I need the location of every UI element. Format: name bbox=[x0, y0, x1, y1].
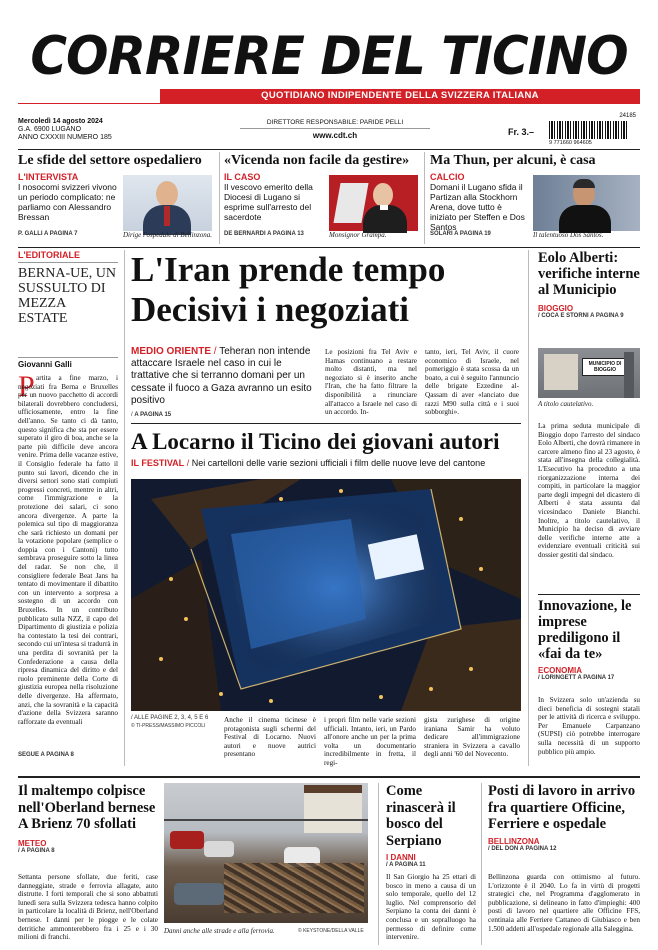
bottom-story-serpiano[interactable]: Come rinascerà il bosco del Serpiano I DANNI / A PAGINA 11 Il San Giorgio ha 25 ettari di bosco in meno a causa di un solo temporale, quello del 12 luglio. Nel comprensorio del Serpiano la conta dei danni è conclusa e un sopralluogo ha permesso di definire come intervenire. bbox=[386, 783, 476, 942]
teaser-caption: Dirige l'ospedale di Bellinzona. bbox=[123, 231, 212, 239]
editorial-text: artita a fine marzo, i negoziati fra Berna e Bruxelles per un nuovo pacchetto di accordi bilaterali dovrebbero concludersi, ufficiosamente, entro la fine dell'anno. Se tanto ci dà tanto, questo significa che sta per essere superato il giro di boa, anche se la parte più difficile deve ancora venire. Prima delle vacanze estive, il Consiglio federale ha fatto il punto sui lavori, dicendo che in diversi settori sono stati compiuti progressi concreti, mentre in altri, come l'immigrazione e la protezione dei salari, ci sono ancora divergenze. A parte la polemica sul tipo di maggioranza che sarà richiesto un domani per la votazione popolare (semplice o doppia con i Cantoni) tutto sembrava proseguire sotto la linea del radar. Se non che, il consigliere federale Beat Jans ha tentato di movimentare il dibattito con un intervento a sorpresa a sostegno di un accordo con Bruxelles. In un contributo pubblicato sulla NZZ, il capo del Dipartimento di giustizia e polizia ha contestato la tesi dei contrari, secondo cui un'intesa si tradurrà in una perdita di sovranità per la Confederazione a causa della ripresa dinamica del diritto e del ruolo preminente della Corte di giustizia europea nella risoluzione delle divergenze. Ha affermato, anzi, che la sovranità e la capacità d'azione della Svizzera saranno rafforzate da eventuali bbox=[18, 374, 118, 726]
locarno-kicker: IL FESTIVAL bbox=[131, 458, 185, 468]
bottom-title: Posti di lavoro in arrivo fra quartiere Officine, Ferriere e ospedale bbox=[488, 783, 636, 832]
sidebar-text: In Svizzera solo un'azienda su dieci beneficia di sostegni statali per le attività di ricerca e sviluppo. Per Emanuele Carpanzano (SUPSI) ciò potrebbe interrogare sulla necessità di un supporto pubblico più ampio. bbox=[538, 696, 640, 756]
issue-date: Mercoledì 14 agosto 2024 bbox=[18, 118, 103, 125]
locarno-col3: gista zurighese di origine iraniana Samir ha voluto dedicare all'immigrazione straniera in Svizzera a cavallo degli anni '60 del Novecento. bbox=[424, 716, 520, 759]
teaser-text: Domani il Lugano sfida il Partizan alla Stockhorn Arena, dove tutto è iniziato per Steffen e Dos Santos bbox=[430, 182, 525, 232]
sidebar-story-bioggio[interactable]: Eolo Alberti: verifiche interne al Municipio BIOGGIO / COCA E STORNI A PAGINA 9 MUNICIPIO DI BIOGGIO A titolo cautelativo. La prima seduta municipale di Bioggio dopo l'arresto del sindaco Eolo Alberti, che dovrà rimanere in carcere almeno fino al 23 agosto, è stata all'insegna della collegialità. L'Esecutivo ha proceduto a una riorganizzazione interna dei compiti, in particolare la maggior parte degli impegni del dicastero di Alberti è stata assunta dal vicesindaco Daniele Bianchi. Inoltre, a titolo cautelativo, il Municipio ha deciso di avviare delle verifiche interne atte a evidenziare eventuali criticità sui dossier gestiti dal sindaco. bbox=[538, 250, 640, 590]
sidebar-title: Innovazione, le imprese prediligono il «fai da te» bbox=[538, 598, 632, 662]
bottom-credit: © KEYSTONE/DELLA VALLE bbox=[298, 928, 364, 934]
bottom-ref: A PAGINA 11 bbox=[389, 862, 426, 868]
sidebar-title: Eolo Alberti: verifiche interne al Municipio bbox=[538, 250, 640, 298]
barcode bbox=[543, 113, 638, 147]
sidebar-ref: LORINGETT A PAGINA 17 bbox=[541, 675, 615, 681]
teaser-kicker: CALCIO bbox=[430, 172, 465, 182]
teaser-title: Le sfide del settore ospedaliero bbox=[18, 153, 202, 168]
portrait-grampa bbox=[329, 175, 418, 231]
lead-col1: Le posizioni fra Tel Aviv e Hamas continuano a restare molto distanti, ma nel negoziato si è inserito anche l'Iran, che ha fatto filtrare la disponibilità a rinunciare all'attacco a Israele nel caso di un accordo. In- bbox=[325, 348, 417, 417]
issue-place: G.A. 6900 LUGANO bbox=[18, 126, 82, 133]
website-link[interactable]: www.cdt.ch bbox=[312, 131, 358, 140]
portrait-bressan bbox=[123, 175, 212, 231]
lead-kicker: MEDIO ORIENTE bbox=[131, 346, 212, 357]
sidebar-ref: COCA E STORNI A PAGINA 9 bbox=[541, 313, 624, 319]
teaser-ref: SOLARI A PAGINA 19 bbox=[430, 231, 491, 237]
sidebar-caption: A titolo cautelativo. bbox=[538, 400, 594, 408]
teaser-caption: Monsignor Grampa. bbox=[329, 231, 387, 239]
locarno-ref: ALLE PAGINE 2, 3, 4, 5 E 6 bbox=[134, 715, 209, 721]
bottom-ref: A PAGINA 8 bbox=[21, 847, 55, 854]
teaser-kicker: IL CASO bbox=[224, 172, 261, 182]
bottom-text: Bellinzona guarda con ottimismo al futuro. L'orizzonte è il 2040. Lo fa in virtù di progetti strategici che, nel Programma d'agglomerato in pubblicazione, si delineano in fatto d'impieghi: 400 posti di lavoro nel quartiere alle Officine FFS, centinaia alle Ferriere Cattaneo di Giubiasco e ben 1.500 addetti all'ospedale regionale alla Saleggina. bbox=[488, 873, 640, 933]
teaser-kicker: L'INTERVISTA bbox=[18, 172, 79, 182]
masthead-title: CORRIERE DEL TICINO bbox=[30, 25, 628, 87]
director-line: DIRETTORE RESPONSABILE: PARIDE PELLI bbox=[266, 119, 404, 126]
bottom-kicker: BELLINZONA bbox=[488, 836, 540, 846]
teaser-text: I nosocomi svizzeri vivono un periodo complicato: ne parliamo con Alessandro Bressan bbox=[18, 182, 117, 222]
teaser-caption: Il talentuoso Dos Santos. bbox=[533, 231, 604, 239]
locarno-headline: A Locarno il Ticino dei giovani autori bbox=[131, 429, 500, 454]
teaser-ref: P. GALLI A PAGINA 7 bbox=[18, 231, 78, 237]
bottom-text: Il San Giorgio ha 25 ettari di bosco in meno a causa di un solo temporale, quello del 12 luglio. Nel comprensorio del Serpiano la conta dei danni è conclusa e un sopralluogo ha permesso di definire come intervenire. bbox=[386, 873, 476, 942]
editorial[interactable] bbox=[18, 250, 118, 768]
editorial-dropcap: P bbox=[18, 370, 35, 403]
lead-ref: A PAGINA 15 bbox=[134, 412, 172, 419]
teaser-title: Ma Thun, per alcuni, è casa bbox=[430, 153, 596, 168]
lead-story[interactable]: L'Iran prende tempo Decisivi i negoziati MEDIO ORIENTE / Teheran non intende attaccare Israele nel caso in cui le trattative che si terranno domani per un cessate il fuoco a Gaza avranno un esito positivo / A PAGINA 15 Le posizioni fra Tel Aviv e Hamas continuano a restare molto distanti, ma nel negoziato si è inserito anche l'Iran, che ha fatto filtrare la disponibilità a rinunciare all'attacco a Israele nel caso di un accordo. In- tanto, ieri, Tel Aviv, il cuore economico di Israele, nel pomeriggio è stata scossa da un boato, a cui è seguito l'annuncio delle brigate Ezzedine al-Qassam di aver «lanciato due razzi M90 sulla città e i suoi sobborghi». bbox=[131, 250, 519, 419]
piazza-grande-photo bbox=[131, 479, 521, 711]
locarno-col2: i propri film nelle varie sezioni ufficiali. Intanto, ieri, un Pardo all'onore anche un per la prima volta un documentario incredibilmente in fretta, il regi- bbox=[324, 716, 416, 767]
issue-number: ANNO CXXXIII NUMERO 185 bbox=[18, 134, 112, 141]
barcode-top-number: 24185 bbox=[619, 113, 636, 119]
locarno-deck: Nei cartelloni delle varie sezioni ufficiali i film delle nuove leve del cantone bbox=[191, 458, 486, 468]
editorial-label: L'EDITORIALE bbox=[18, 250, 80, 260]
lead-headline-2: Decisivi i negoziati bbox=[131, 290, 410, 329]
editorial-author: Giovanni Galli bbox=[18, 360, 72, 369]
locarno-col1: Anche il cinema ticinese è protagonista sugli schermi del Festival di Locarno. Nuovi autori e nuove autrici presentano bbox=[224, 716, 316, 759]
barcode-number: 9 771660 964605 bbox=[549, 140, 592, 146]
teaser-1[interactable] bbox=[18, 152, 214, 246]
sidebar-kicker: ECONOMIA bbox=[538, 666, 582, 675]
lead-headline-1: L'Iran prende tempo bbox=[131, 250, 446, 289]
bioggio-sign-photo bbox=[538, 348, 640, 398]
bottom-text: Settanta persone sfollate, due feriti, case danneggiate, strade e ferrovia allagate, auto distrutte. I forti temporali che si sono abbattuti lunedì sera sulla Svizzera tedesca hanno colpito in particolare la località di Brienz, nell'Oberland bernese. I danni per le piogge e le colate detritiche ammonterebbero fra i 25 e i 30 milioni di franchi. bbox=[18, 873, 158, 942]
portrait-dos-santos bbox=[533, 175, 640, 231]
sidebar-kicker: BIOGGIO bbox=[538, 304, 574, 313]
teaser-text: Il vescovo emerito della Diocesi di Lugano si esprime sull'arresto del sacerdote bbox=[224, 182, 313, 222]
editorial-title: BERNA-UE, UN SUSSULTO DI MEZZA ESTATE bbox=[18, 266, 116, 326]
locarno-story[interactable]: A Locarno il Ticino dei giovani autori IL FESTIVAL / Nei cartelloni delle varie sezioni ufficiali i film delle nuove leve del cantone / ALLE PAGINE 2, 3, 4, 5 E 6 © TI-PRESS/MASSIMO PICCOLI Anche il cinema ticinese è protagonista sugli schermi del Festival di Locarno. Nuovi autori e nuove autrici presentano i propri film nelle varie sezioni ufficiali. Intanto, ieri, un Pardo all'onore anche un per la prima volta un documentario incredibilmente in fretta, il regi- gista zurighese di origine iraniana Samir ha voluto dedicare all'immigrazione straniera in Svizzera a cavallo degli anni '60 del Novecento. bbox=[131, 429, 520, 767]
price: Fr. 3.– bbox=[508, 127, 535, 137]
teaser-title: «Vicenda non facile da gestire» bbox=[224, 153, 410, 168]
bottom-caption: Danni anche alle strade e alla ferrovia. bbox=[164, 927, 275, 935]
teaser-2[interactable] bbox=[224, 152, 419, 246]
sidebar-story-innovazione[interactable]: Innovazione, le imprese prediligono il «fai da te» ECONOMIA / LORINGETT A PAGINA 17 In Svizzera solo un'azienda su dieci beneficia di sostegni statali per le attività di ricerca e sviluppo. Per Emanuele Carpanzano (SUPSI) ciò potrebbe interrogare sulla necessità di un supporto pubblico più ampio. bbox=[538, 598, 640, 756]
photo-credit: © TI-PRESS/MASSIMO PICCOLI bbox=[131, 723, 206, 729]
bottom-title: Il maltempo colpisce nell'Oberland bernese A Brienz 70 sfollati bbox=[18, 783, 156, 832]
lead-deck: Teheran non intende attaccare Israele nel caso in cui le trattative che si terranno domani per un cessate il fuoco a Gaza avranno un esito positivo bbox=[131, 346, 312, 406]
bottom-story-bellinzona[interactable]: Posti di lavoro in arrivo fra quartiere Officine, Ferriere e ospedale BELLINZONA / DEL DON A PAGINA 12 Bellinzona guarda con ottimismo al futuro. L'orizzonte è il 2040. Lo fa in virtù di progetti strategici che, nel Programma d'agglomerato in pubblicazione, si delineano in fatto d'impieghi: 400 posti di lavoro nel quartiere alle Officine FFS, centinaia alle Ferriere Cattaneo di Giubiasco e ben 1.500 addetti all'ospedale regionale alla Saleggina. bbox=[488, 783, 640, 933]
masthead-subtitle: QUOTIDIANO INDIPENDENTE DELLA SVIZZERA ITALIANA bbox=[160, 89, 640, 103]
editorial-ref: SEGUE A PAGINA 8 bbox=[18, 752, 74, 758]
teaser-ref: DE BERNARDI A PAGINA 13 bbox=[224, 231, 304, 237]
bottom-ref: DEL DON A PAGINA 12 bbox=[491, 845, 557, 852]
lead-col2: tanto, ieri, Tel Aviv, il cuore economico di Israele, nel pomeriggio è stata scossa da un boato, a cui è seguito l'annuncio delle brigate Ezzedine al-Qassam di aver «lanciato due razzi M90 sulla città e i suoi sobborghi». bbox=[425, 348, 519, 417]
bottom-kicker: I DANNI bbox=[386, 853, 416, 862]
teaser-3[interactable] bbox=[430, 152, 640, 246]
bottom-title: Come rinascerà il bosco del Serpiano bbox=[386, 783, 456, 849]
municipio-sign: MUNICIPIO DI BIOGGIO bbox=[582, 358, 628, 376]
sidebar-text: La prima seduta municipale di Bioggio dopo l'arresto del sindaco Eolo Alberti, che dovrà rimanere in carcere almeno fino al 23 agosto, è stata all'insegna della collegialità. L'Esecutivo ha proceduto a una riorganizzazione interna dei compiti, in particolare la maggior parte degli impegni del dicastero di Alberti è stata assunta dal vicesindaco Daniele Bianchi. Inoltre, a titolo cautelativo, il Municipio ha deciso di avviare delle verifiche interne atte a evidenziare eventuali criticità sui dossier gestiti dal sindaco. bbox=[538, 422, 640, 559]
brienz-flood-photo bbox=[164, 783, 368, 923]
edition-info bbox=[18, 118, 112, 142]
bottom-kicker: METEO bbox=[18, 838, 47, 848]
bottom-story-meteo[interactable]: Il maltempo colpisce nell'Oberland bernese A Brienz 70 sfollati METEO / A PAGINA 8 Settanta persone sfollate, due feriti, case danneggiate, strade e ferrovia allagate, auto distrutte. I forti temporali che si sono abbattuti lunedì sera sulla Svizzera tedesca hanno colpito in particolare la località di Brienz, nell'Oberland bernese. I danni per le piogge e le colate detritiche ammonterebbero fra i 25 e i 30 milioni di franchi. Danni anche alle strade e alla ferrovia. © KEYSTONE/DELLA VALLE bbox=[18, 783, 370, 948]
